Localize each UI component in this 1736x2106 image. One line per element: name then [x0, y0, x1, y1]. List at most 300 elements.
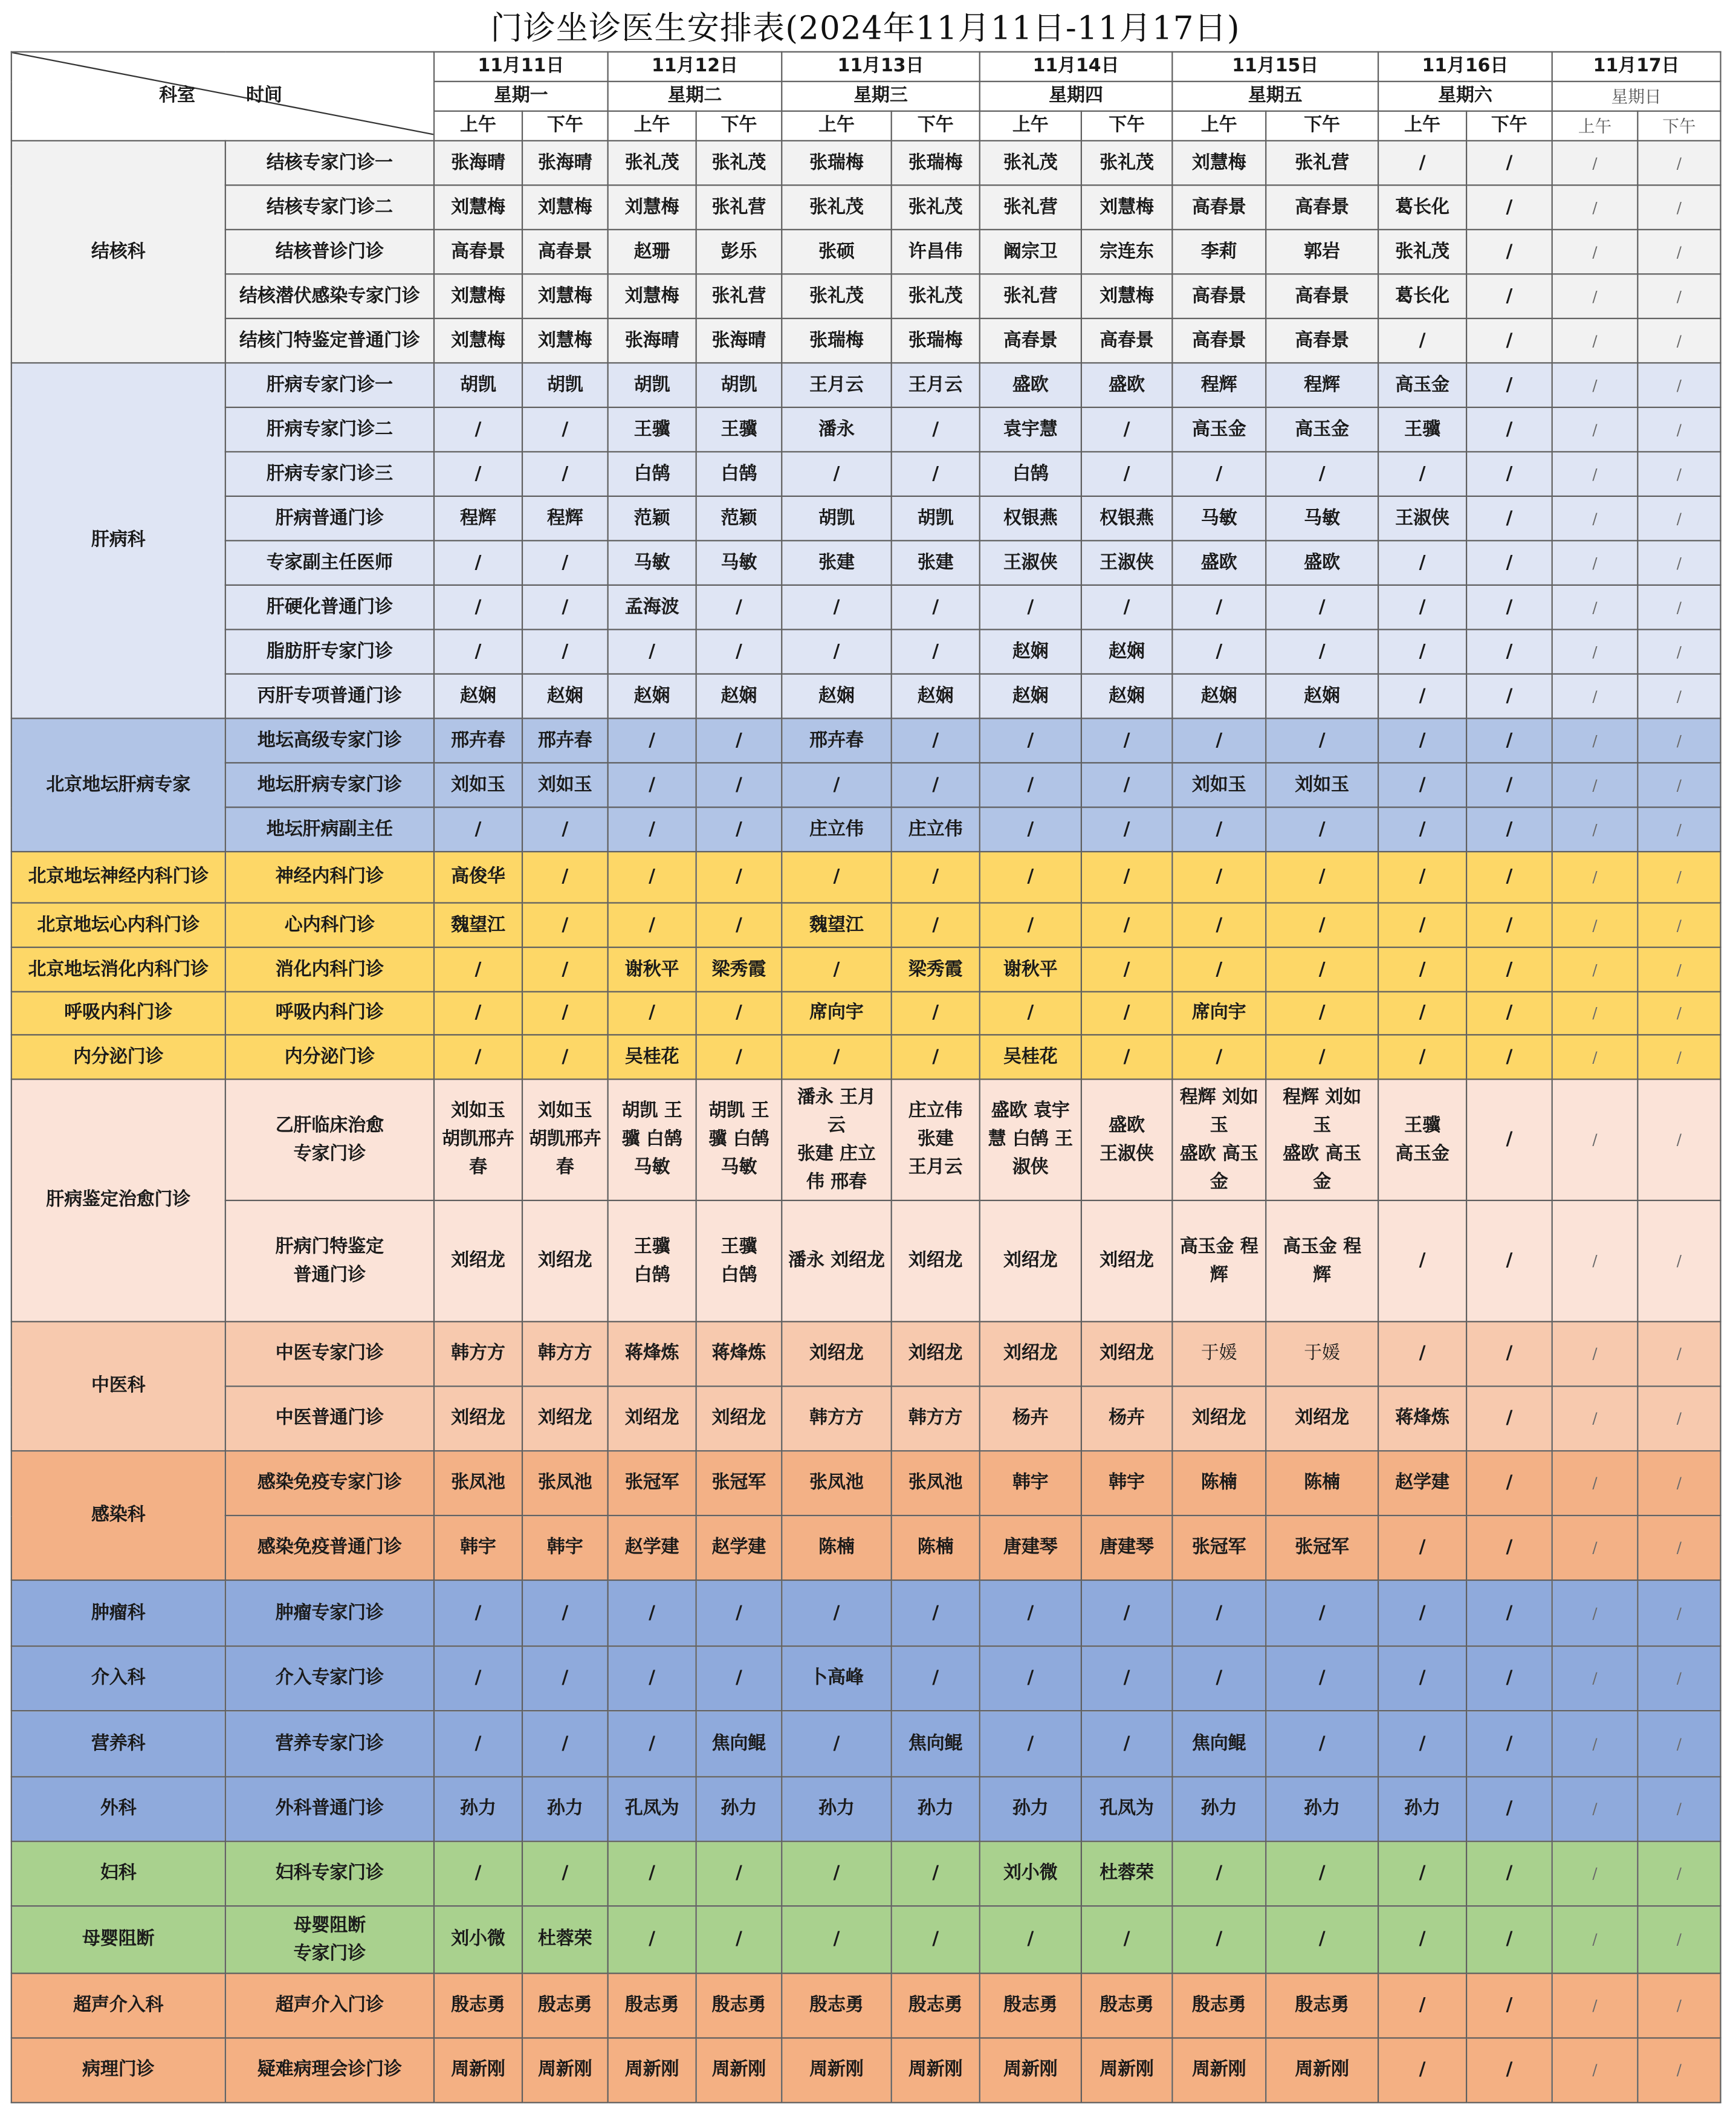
- schedule-cell: /: [696, 1906, 782, 1973]
- schedule-cell: /: [1266, 1580, 1378, 1646]
- clinic-name: 中医专家门诊: [225, 1321, 434, 1386]
- schedule-cell: 高春景: [1266, 185, 1378, 230]
- schedule-cell: 程辉: [1172, 363, 1266, 407]
- schedule-cell: /: [434, 407, 522, 452]
- schedule-cell: /: [1637, 319, 1720, 363]
- schedule-cell: /: [696, 903, 782, 948]
- schedule-cell: 周新刚: [696, 2038, 782, 2102]
- schedule-cell: /: [1378, 947, 1466, 992]
- schedule-cell: /: [1466, 947, 1552, 992]
- schedule-cell: 唐建琴: [1081, 1515, 1172, 1580]
- schedule-cell: /: [1552, 852, 1638, 903]
- schedule-cell: /: [1081, 903, 1172, 948]
- schedule-cell: /: [1466, 763, 1552, 808]
- schedule-cell: /: [1466, 2038, 1552, 2102]
- schedule-cell: 张凤池: [522, 1451, 608, 1515]
- schedule-cell: /: [1637, 452, 1720, 496]
- schedule-cell: /: [1466, 1777, 1552, 1841]
- schedule-cell: /: [1637, 540, 1720, 585]
- dept-name: 外科: [11, 1777, 225, 1841]
- dept-name: 感染科: [11, 1451, 225, 1580]
- schedule-cell: 赵娴: [1266, 674, 1378, 719]
- schedule-cell: /: [1266, 452, 1378, 496]
- schedule-cell: /: [1552, 1321, 1638, 1386]
- pm-label: 下午: [1637, 111, 1720, 141]
- schedule-cell: 蒋烽炼: [696, 1321, 782, 1386]
- schedule-cell: 胡凯: [892, 496, 980, 541]
- schedule-cell: 孙力: [782, 1777, 891, 1841]
- clinic-name: 介入专家门诊: [225, 1646, 434, 1711]
- schedule-cell: 刘慧梅: [1081, 274, 1172, 319]
- schedule-cell: 许昌伟: [892, 230, 980, 274]
- schedule-cell: /: [522, 947, 608, 992]
- schedule-cell: /: [892, 763, 980, 808]
- schedule-cell: 殷志勇: [980, 1974, 1081, 2038]
- schedule-cell: 殷志勇: [1266, 1974, 1378, 2038]
- schedule-cell: /: [1466, 585, 1552, 630]
- schedule-cell: 韩方方: [892, 1386, 980, 1451]
- schedule-cell: /: [980, 1646, 1081, 1711]
- schedule-cell: /: [1637, 1777, 1720, 1841]
- schedule-cell: 权银燕: [980, 496, 1081, 541]
- schedule-cell: 殷志勇: [522, 1974, 608, 2038]
- schedule-cell: /: [1552, 141, 1638, 186]
- schedule-cell: 刘绍龙: [522, 1200, 608, 1321]
- schedule-cell: /: [1552, 496, 1638, 541]
- schedule-cell: 殷志勇: [1172, 1974, 1266, 2038]
- schedule-cell: /: [1266, 585, 1378, 630]
- schedule-cell: 白鹄: [696, 452, 782, 496]
- schedule-cell: /: [1552, 674, 1638, 719]
- schedule-cell: /: [892, 1646, 980, 1711]
- schedule-cell: 马敏: [1172, 496, 1266, 541]
- schedule-cell: /: [892, 852, 980, 903]
- schedule-cell: 刘绍龙: [782, 1321, 891, 1386]
- schedule-cell: /: [892, 407, 980, 452]
- schedule-cell: 孙力: [1266, 1777, 1378, 1841]
- schedule-cell: 程辉: [434, 496, 522, 541]
- schedule-cell: 马敏: [1266, 496, 1378, 541]
- schedule-cell: 庄立伟: [782, 807, 891, 852]
- schedule-cell: /: [1466, 674, 1552, 719]
- schedule-cell: 韩宇: [1081, 1451, 1172, 1515]
- clinic-name: 脂肪肝专家门诊: [225, 629, 434, 674]
- schedule-cell: 程辉 刘如 玉 盛欧 高玉 金: [1266, 1079, 1378, 1200]
- schedule-cell: /: [696, 852, 782, 903]
- schedule-cell: /: [1378, 763, 1466, 808]
- schedule-cell: /: [522, 903, 608, 948]
- schedule-cell: 马敏: [608, 540, 696, 585]
- schedule-cell: 孙力: [980, 1777, 1081, 1841]
- schedule-cell: 周新刚: [892, 2038, 980, 2102]
- schedule-cell: /: [1637, 1580, 1720, 1646]
- schedule-cell: /: [608, 718, 696, 763]
- table-row: [11, 1515, 1721, 1580]
- schedule-cell: /: [1552, 1646, 1638, 1711]
- schedule-cell: 潘永 刘绍龙: [782, 1200, 891, 1321]
- schedule-cell: 焦向鲲: [1172, 1711, 1266, 1777]
- corner-diagonal-line: [12, 53, 434, 141]
- clinic-name: 肝硬化普通门诊: [225, 585, 434, 630]
- schedule-cell: 高春景: [1081, 319, 1172, 363]
- schedule-cell: /: [1552, 1200, 1638, 1321]
- schedule-cell: 于媛: [1266, 1321, 1378, 1386]
- schedule-cell: /: [892, 629, 980, 674]
- schedule-cell: /: [1378, 1974, 1466, 2038]
- schedule-cell: /: [608, 992, 696, 1035]
- schedule-cell: /: [892, 1841, 980, 1906]
- schedule-cell: /: [1466, 903, 1552, 948]
- schedule-cell: 魏望江: [434, 903, 522, 948]
- table-row: [11, 452, 1721, 496]
- schedule-cell: 周新刚: [1266, 2038, 1378, 2102]
- day-weekday: 星期三: [782, 82, 979, 111]
- schedule-cell: 张礼茂: [782, 274, 891, 319]
- table-row: [11, 540, 1721, 585]
- schedule-cell: 胡凯: [782, 496, 891, 541]
- schedule-cell: /: [434, 1580, 522, 1646]
- schedule-cell: 杨卉: [1081, 1386, 1172, 1451]
- schedule-cell: 谢秋平: [980, 947, 1081, 992]
- schedule-cell: /: [1266, 992, 1378, 1035]
- schedule-cell: 赵娴: [1172, 674, 1266, 719]
- schedule-cell: /: [1552, 185, 1638, 230]
- schedule-cell: /: [1552, 992, 1638, 1035]
- schedule-cell: /: [696, 1841, 782, 1906]
- day-date: 11月11日: [434, 52, 608, 82]
- dept-name: 内分泌门诊: [11, 1035, 225, 1080]
- clinic-name: 中医普通门诊: [225, 1386, 434, 1451]
- schedule-cell: 孙力: [1378, 1777, 1466, 1841]
- schedule-cell: /: [1552, 274, 1638, 319]
- schedule-cell: /: [980, 1580, 1081, 1646]
- schedule-cell: /: [1266, 1711, 1378, 1777]
- schedule-cell: 周新刚: [434, 2038, 522, 2102]
- schedule-cell: /: [1266, 852, 1378, 903]
- schedule-cell: 蒋烽炼: [608, 1321, 696, 1386]
- table-row: [11, 1646, 1721, 1711]
- pm-label: 下午: [1081, 111, 1172, 141]
- schedule-cell: 葛长化: [1378, 274, 1466, 319]
- schedule-cell: /: [1378, 452, 1466, 496]
- schedule-cell: /: [1081, 1906, 1172, 1973]
- schedule-cell: /: [1466, 1079, 1552, 1200]
- schedule-cell: /: [1081, 1035, 1172, 1080]
- schedule-cell: 张瑞梅: [782, 319, 891, 363]
- schedule-cell: 孟海波: [608, 585, 696, 630]
- schedule-cell: /: [1378, 2038, 1466, 2102]
- schedule-cell: 张礼茂: [696, 141, 782, 186]
- schedule-cell: 周新刚: [1081, 2038, 1172, 2102]
- dept-name: 中医科: [11, 1321, 225, 1451]
- am-label: 上午: [434, 111, 522, 141]
- schedule-cell: /: [782, 852, 891, 903]
- schedule-cell: /: [1466, 452, 1552, 496]
- schedule-cell: 张礼茂: [1081, 141, 1172, 186]
- schedule-cell: 盛欧: [1081, 363, 1172, 407]
- schedule-cell: /: [980, 807, 1081, 852]
- schedule-cell: /: [1552, 1079, 1638, 1200]
- schedule-cell: 邢卉春: [434, 718, 522, 763]
- schedule-cell: /: [892, 903, 980, 948]
- schedule-cell: 杜蓉荣: [1081, 1841, 1172, 1906]
- table-row: [11, 674, 1721, 719]
- schedule-cell: /: [1637, 903, 1720, 948]
- schedule-cell: 彭乐: [696, 230, 782, 274]
- schedule-cell: /: [696, 718, 782, 763]
- schedule-cell: 张海晴: [522, 141, 608, 186]
- schedule-cell: 张瑞梅: [782, 141, 891, 186]
- schedule-cell: 高春景: [522, 230, 608, 274]
- schedule-cell: /: [1172, 852, 1266, 903]
- table-row: [11, 1906, 1721, 1973]
- schedule-cell: 高春景: [1266, 319, 1378, 363]
- schedule-cell: /: [782, 947, 891, 992]
- schedule-cell: 高玉金: [1378, 363, 1466, 407]
- day-weekday: 星期一: [434, 82, 608, 111]
- schedule-cell: /: [1637, 141, 1720, 186]
- schedule-cell: 张海晴: [434, 141, 522, 186]
- day-weekday: 星期二: [608, 82, 782, 111]
- schedule-cell: /: [1552, 540, 1638, 585]
- dept-name: 北京地坛神经内科门诊: [11, 852, 225, 903]
- schedule-cell: /: [522, 407, 608, 452]
- am-label: 上午: [608, 111, 696, 141]
- schedule-cell: 孙力: [696, 1777, 782, 1841]
- schedule-cell: 刘如玉: [1266, 763, 1378, 808]
- schedule-cell: /: [1266, 947, 1378, 992]
- schedule-cell: 刘绍龙: [434, 1386, 522, 1451]
- schedule-cell: 唐建琴: [980, 1515, 1081, 1580]
- schedule-cell: 邢卉春: [522, 718, 608, 763]
- clinic-name: 结核专家门诊一: [225, 141, 434, 186]
- schedule-cell: 赵娴: [782, 674, 891, 719]
- schedule-cell: /: [1081, 852, 1172, 903]
- schedule-cell: 刘慧梅: [434, 185, 522, 230]
- clinic-name: 心内科门诊: [225, 903, 434, 948]
- schedule-cell: /: [1637, 230, 1720, 274]
- schedule-cell: /: [1637, 585, 1720, 630]
- clinic-name: 疑难病理会诊门诊: [225, 2038, 434, 2102]
- schedule-cell: /: [980, 903, 1081, 948]
- schedule-cell: 胡凯: [522, 363, 608, 407]
- table-row: [11, 1321, 1721, 1386]
- schedule-cell: /: [608, 807, 696, 852]
- schedule-cell: 赵娴: [1081, 674, 1172, 719]
- schedule-cell: 赵学建: [696, 1515, 782, 1580]
- clinic-name: 肿瘤专家门诊: [225, 1580, 434, 1646]
- schedule-cell: /: [1637, 992, 1720, 1035]
- schedule-cell: /: [696, 807, 782, 852]
- dept-name: 妇科: [11, 1841, 225, 1906]
- schedule-cell: 盛欧: [1172, 540, 1266, 585]
- schedule-cell: 刘绍龙: [608, 1386, 696, 1451]
- clinic-name: 结核潜伏感染专家门诊: [225, 274, 434, 319]
- dept-name: 肝病鉴定治愈门诊: [11, 1079, 225, 1321]
- schedule-cell: 胡凯 王 骥 白鹄 马敏: [608, 1079, 696, 1200]
- schedule-cell: /: [1266, 718, 1378, 763]
- table-row: [11, 1777, 1721, 1841]
- schedule-cell: /: [608, 1580, 696, 1646]
- schedule-cell: 王淑侠: [1081, 540, 1172, 585]
- table-row: [11, 807, 1721, 852]
- table-row: [11, 629, 1721, 674]
- schedule-cell: /: [1378, 540, 1466, 585]
- clinic-name: 乙肝临床治愈 专家门诊: [225, 1079, 434, 1200]
- schedule-cell: /: [1637, 496, 1720, 541]
- schedule-cell: /: [1637, 185, 1720, 230]
- clinic-name: 呼吸内科门诊: [225, 992, 434, 1035]
- schedule-cell: 孙力: [522, 1777, 608, 1841]
- schedule-cell: /: [522, 1580, 608, 1646]
- schedule-cell: /: [1172, 1841, 1266, 1906]
- schedule-cell: /: [1172, 1906, 1266, 1973]
- clinic-name: 结核门特鉴定普通门诊: [225, 319, 434, 363]
- table-row: [11, 1200, 1721, 1321]
- schedule-cell: 刘慧梅: [608, 274, 696, 319]
- schedule-cell: /: [1466, 1515, 1552, 1580]
- schedule-cell: 王淑侠: [1378, 496, 1466, 541]
- table-row: [11, 1841, 1721, 1906]
- schedule-cell: /: [1081, 1646, 1172, 1711]
- clinic-name: 妇科专家门诊: [225, 1841, 434, 1906]
- schedule-cell: /: [1637, 852, 1720, 903]
- schedule-cell: /: [1172, 1646, 1266, 1711]
- table-row: [11, 274, 1721, 319]
- schedule-cell: 张海晴: [696, 319, 782, 363]
- schedule-cell: 于媛: [1172, 1321, 1266, 1386]
- schedule-cell: 潘永 王月 云 张建 庄立 伟 邢春: [782, 1079, 891, 1200]
- schedule-cell: 韩宇: [522, 1515, 608, 1580]
- schedule-cell: 周新刚: [1172, 2038, 1266, 2102]
- schedule-cell: 宗连东: [1081, 230, 1172, 274]
- schedule-cell: /: [1172, 1035, 1266, 1080]
- schedule-cell: /: [1552, 1451, 1638, 1515]
- schedule-cell: 高玉金: [1266, 407, 1378, 452]
- schedule-cell: 殷志勇: [892, 1974, 980, 2038]
- schedule-cell: 王月云: [892, 363, 980, 407]
- schedule-cell: /: [1552, 1711, 1638, 1777]
- schedule-cell: /: [1266, 1646, 1378, 1711]
- schedule-cell: /: [892, 1906, 980, 1973]
- schedule-cell: /: [608, 763, 696, 808]
- schedule-cell: /: [782, 1841, 891, 1906]
- schedule-cell: 张礼茂: [892, 185, 980, 230]
- schedule-cell: /: [980, 1711, 1081, 1777]
- schedule-cell: 张礼营: [696, 185, 782, 230]
- schedule-cell: /: [782, 629, 891, 674]
- schedule-cell: /: [1552, 407, 1638, 452]
- schedule-cell: 赵娴: [980, 629, 1081, 674]
- schedule-cell: /: [1378, 1906, 1466, 1973]
- schedule-cell: 卜高峰: [782, 1646, 891, 1711]
- dept-name: 病理门诊: [11, 2038, 225, 2102]
- schedule-cell: /: [696, 1646, 782, 1711]
- schedule-cell: /: [1466, 230, 1552, 274]
- schedule-cell: 张礼营: [1266, 141, 1378, 186]
- schedule-cell: 赵娴: [980, 674, 1081, 719]
- table-row: [11, 363, 1721, 407]
- schedule-cell: 张礼茂: [1378, 230, 1466, 274]
- schedule-cell: 范颖: [696, 496, 782, 541]
- schedule-cell: /: [434, 947, 522, 992]
- day-date: 11月13日: [782, 52, 979, 82]
- schedule-cell: /: [1172, 807, 1266, 852]
- dept-name: 北京地坛心内科门诊: [11, 903, 225, 948]
- dept-name: 介入科: [11, 1646, 225, 1711]
- schedule-cell: /: [892, 585, 980, 630]
- schedule-cell: /: [1552, 1580, 1638, 1646]
- schedule-cell: 孔凤为: [608, 1777, 696, 1841]
- schedule-cell: 张礼营: [980, 274, 1081, 319]
- day-weekday: 星期日: [1552, 82, 1721, 111]
- schedule-cell: 赵娴: [522, 674, 608, 719]
- clinic-name: 地坛肝病副主任: [225, 807, 434, 852]
- time-header-label: 时间: [246, 85, 282, 106]
- schedule-cell: /: [1266, 903, 1378, 948]
- schedule-cell: /: [980, 1906, 1081, 1973]
- schedule-cell: /: [434, 452, 522, 496]
- schedule-cell: 范颖: [608, 496, 696, 541]
- schedule-cell: /: [1552, 763, 1638, 808]
- schedule-cell: 高玉金: [1172, 407, 1266, 452]
- schedule-cell: /: [1552, 903, 1638, 948]
- schedule-cell: /: [1266, 1035, 1378, 1080]
- schedule-cell: 张凤池: [782, 1451, 891, 1515]
- schedule-cell: 陈楠: [782, 1515, 891, 1580]
- pm-label: 下午: [1266, 111, 1378, 141]
- schedule-cell: /: [1552, 718, 1638, 763]
- schedule-cell: /: [1466, 1200, 1552, 1321]
- schedule-cell: 殷志勇: [1081, 1974, 1172, 2038]
- schedule-cell: /: [1552, 363, 1638, 407]
- clinic-name: 感染免疫专家门诊: [225, 1451, 434, 1515]
- schedule-cell: 程辉: [522, 496, 608, 541]
- clinic-name: 肝病普通门诊: [225, 496, 434, 541]
- schedule-cell: 周新刚: [608, 2038, 696, 2102]
- clinic-name: 内分泌门诊: [225, 1035, 434, 1080]
- schedule-cell: 韩宇: [434, 1515, 522, 1580]
- schedule-cell: /: [1637, 674, 1720, 719]
- schedule-table: [11, 51, 1721, 2104]
- schedule-cell: /: [1081, 763, 1172, 808]
- schedule-cell: /: [434, 992, 522, 1035]
- schedule-cell: /: [1637, 1515, 1720, 1580]
- schedule-cell: /: [1378, 1515, 1466, 1580]
- schedule-cell: /: [1637, 718, 1720, 763]
- schedule-cell: /: [892, 718, 980, 763]
- schedule-cell: /: [1552, 807, 1638, 852]
- schedule-cell: 周新刚: [522, 2038, 608, 2102]
- schedule-cell: /: [1378, 992, 1466, 1035]
- schedule-cell: /: [1466, 629, 1552, 674]
- schedule-cell: /: [1637, 1841, 1720, 1906]
- schedule-cell: /: [980, 763, 1081, 808]
- schedule-cell: /: [1552, 1777, 1638, 1841]
- dept-name: 肝病科: [11, 363, 225, 718]
- schedule-cell: /: [608, 1646, 696, 1711]
- table-row: [11, 992, 1721, 1035]
- schedule-cell: 刘如玉 胡凯邢卉 春: [522, 1079, 608, 1200]
- schedule-cell: 刘慧梅: [434, 274, 522, 319]
- schedule-cell: 王骥: [1378, 407, 1466, 452]
- schedule-cell: /: [1378, 585, 1466, 630]
- schedule-cell: 张冠军: [1266, 1515, 1378, 1580]
- schedule-cell: /: [1552, 629, 1638, 674]
- clinic-name: 丙肝专项普通门诊: [225, 674, 434, 719]
- schedule-cell: 阚宗卫: [980, 230, 1081, 274]
- schedule-cell: /: [1552, 1974, 1638, 2038]
